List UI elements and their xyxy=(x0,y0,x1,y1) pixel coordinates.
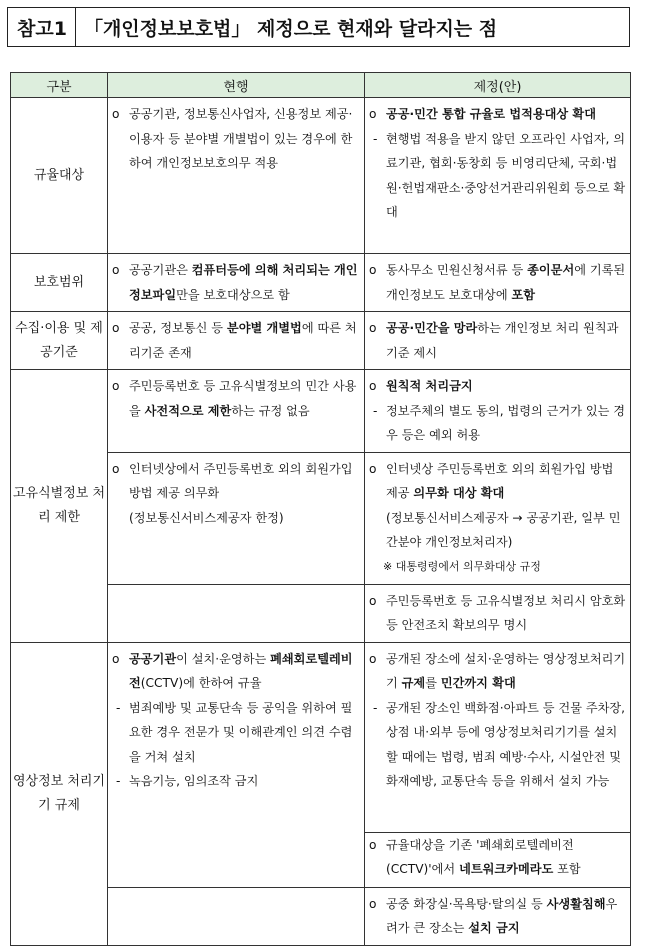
table-row xyxy=(11,370,631,453)
current-cell: o 공공기관은 컴퓨터등에 의해 처리되는 개인정보파일만을 보호대상으로 함 xyxy=(108,254,365,312)
new-sub-text: 현행법 적용을 받지 않던 오프라인 사업자, 의료기관, 협회·동창회 등 비영리단체, 국회·법원·헌법재판소·중앙선거관리위원회 등으로 확대 xyxy=(386,131,626,219)
new-main-text: 공공·민간 통합 규율로 법적용대상 확대 xyxy=(386,107,596,121)
current-cell-empty xyxy=(108,584,365,642)
header-category: 구분 xyxy=(11,73,108,98)
row-category: 보호범위 xyxy=(11,254,108,312)
new-cell: o 공중 화장실·목욕탕·탈의실 등 사생활침해우려가 큰 장소는 설치 금지 xyxy=(365,887,631,945)
comparison-table xyxy=(10,72,631,946)
page-title: 「개인정보보호법」 제정으로 현재와 달라지는 점 xyxy=(83,17,498,40)
current-cell: o 인터넷상에서 주민등록번호 외의 회원가입방법 제공 의무화 (정보통신서비스제공자 한정) xyxy=(108,452,365,584)
current-cell: o 공공기관, 정보통신사업자, 신용정보 제공·이용자 등 분야별 개별법이 있는 경우에 한하여 개인정보보호의무 적용 xyxy=(108,98,365,254)
row-category: 규율대상 xyxy=(11,98,108,254)
new-cell: o 인터넷상 주민등록번호 외의 회원가입 방법 제공 의무화 대상 확대 (정보통신서비스제공자 → 공공기관, 일부 민간분야 개인정보처리자) ※ 대통령령에서 의무화대상 규정 xyxy=(365,452,631,584)
table-row xyxy=(11,312,631,370)
row-category: 영상정보 처리기기 규제 xyxy=(11,642,108,945)
table-row xyxy=(11,254,631,312)
current-cell: o 공공, 정보통신 등 분야별 개별법에 따른 처리기준 존재 xyxy=(108,312,365,370)
reference-tag: 참고1 xyxy=(8,8,76,46)
new-cell: o 공공·민간 통합 규율로 법적용대상 확대 - 현행법 적용을 받지 않던 오프라인 사업자, 의료기관, 협회·동창회 등 비영리단체, 국회·법원·헌법재판소·중앙선거관리위원회 등으로 확대 xyxy=(365,98,631,254)
row-category: 고유식별정보 처리 제한 xyxy=(11,370,108,643)
page-title-box xyxy=(7,7,630,47)
new-cell: o 공개된 장소에 설치·운영하는 영상정보처리기기 규제를 민간까지 확대 - 공개된 장소인 백화점·아파트 등 건물 주차장, 상점 내·외부 등에 영상정보처리기기를 설치할 때에는 법령, 범죄 예방·수사, 시설안전 및 화재예방, 교통단속 등을 위해서 설치 가능 xyxy=(365,642,631,832)
new-cell: o 주민등록번호 등 고유식별정보 처리시 암호화 등 안전조치 확보의무 명시 xyxy=(365,584,631,642)
new-cell: o 원칙적 처리금지 - 정보주체의 별도 동의, 법령의 근거가 있는 경우 등은 예외 허용 xyxy=(365,370,631,453)
header-new: 제정(안) xyxy=(365,73,631,98)
new-cell: o 규율대상을 기존 '폐쇄회로텔레비전(CCTV)'에서 네트워크카메라도 포함 xyxy=(365,832,631,887)
new-cell: o 동사무소 민원신청서류 등 종이문서에 기록된 개인정보도 보호대상에 포함 xyxy=(365,254,631,312)
new-cell: o 공공·민간을 망라하는 개인정보 처리 원칙과 기준 제시 xyxy=(365,312,631,370)
current-cell: o 주민등록번호 등 고유식별정보의 민간 사용을 사전적으로 제한하는 규정 없음 xyxy=(108,370,365,453)
table-header-row xyxy=(11,73,631,98)
table-row xyxy=(11,98,631,254)
current-text: 공공기관, 정보통신사업자, 신용정보 제공·이용자 등 분야별 개별법이 있는 경우에 한하여 개인정보보호의무 적용 xyxy=(129,107,353,170)
current-cell: o 공공기관이 설치·운영하는 폐쇄회로텔레비전(CCTV)에 한하여 규율 - 범죄예방 및 교통단속 등 공익을 위하여 필요한 경우 전문가 및 이해관계인 의견 수렴을 거쳐 설치 - 녹음기능, 임의조작 금지 xyxy=(108,642,365,887)
row-category: 수집·이용 및 제공기준 xyxy=(11,312,108,370)
current-cell-empty xyxy=(108,887,365,945)
header-current: 현행 xyxy=(108,73,365,98)
table-row xyxy=(11,642,631,832)
